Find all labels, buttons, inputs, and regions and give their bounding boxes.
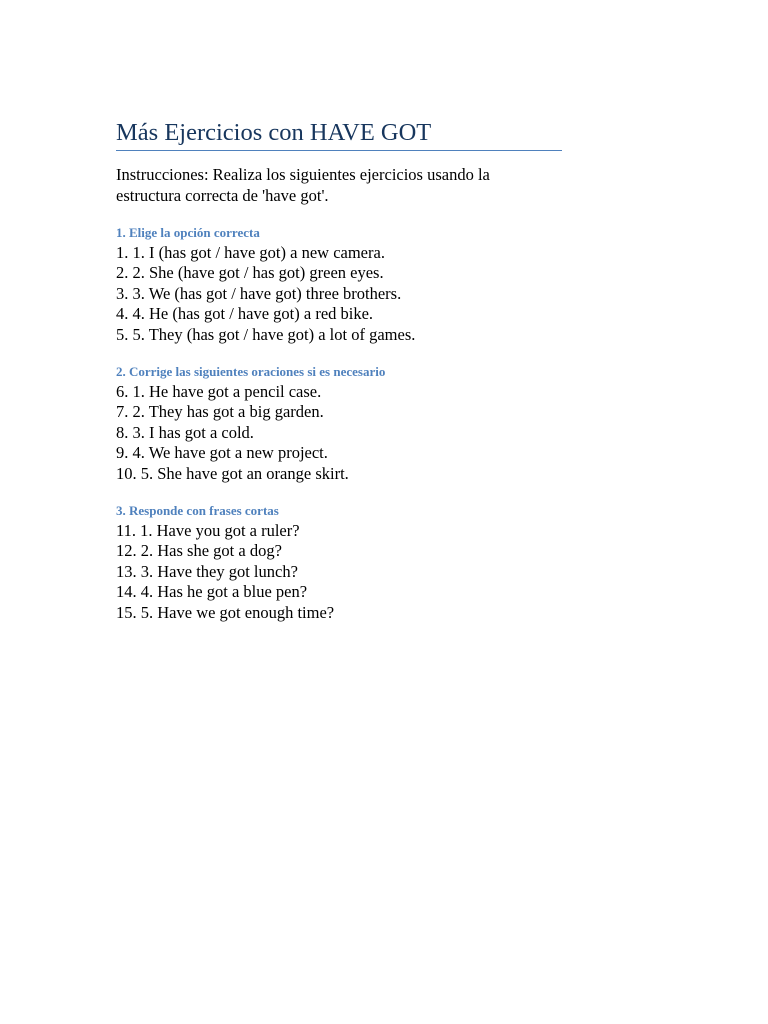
- document-page: [116, 118, 562, 623]
- exercise-item: 11. 1. Have you got a ruler?: [116, 521, 300, 541]
- exercise-item: 12. 2. Has she got a dog?: [116, 541, 282, 561]
- exercise-item: 14. 4. Has he got a blue pen?: [116, 582, 308, 602]
- section-heading: 1. Elige la opción correcta: [116, 225, 260, 240]
- exercise-item: 13. 3. Have they got lunch?: [116, 561, 298, 581]
- exercise-section-1: [116, 225, 562, 345]
- exercise-item: 3. 3. We (has got / have got) three brothers.: [116, 283, 402, 303]
- exercise-list: [116, 521, 562, 623]
- exercise-item: 8. 3. I has got a cold.: [116, 422, 254, 442]
- exercise-item: 6. 1. He have got a pencil case.: [116, 382, 322, 402]
- section-heading: 2. Corrige las siguientes oraciones si es necesario: [116, 364, 386, 380]
- exercise-section-3: [116, 503, 562, 623]
- exercise-item: 5. 5. They (has got / have got) a lot of games.: [116, 324, 416, 344]
- exercise-list: [116, 382, 562, 484]
- exercise-item: 15. 5. Have we got enough time?: [116, 602, 335, 622]
- exercise-item: 10. 5. She have got an orange skirt.: [116, 463, 349, 483]
- exercise-item: 9. 4. We have got a new project.: [116, 443, 328, 463]
- instructions-text: Instrucciones: Realiza los siguientes ejercicios usando la estructura correcta de 'have got'.: [116, 165, 490, 205]
- exercise-section-2: [116, 364, 562, 484]
- document-title: Más Ejercicios con HAVE GOT: [116, 118, 562, 151]
- exercise-item: 2. 2. She (have got / has got) green eyes.: [116, 263, 384, 283]
- exercise-item: 7. 2. They has got a big garden.: [116, 402, 324, 422]
- exercise-item: 4. 4. He (has got / have got) a red bike.: [116, 304, 374, 324]
- exercise-item: 1. 1. I (has got / have got) a new camera.: [116, 243, 385, 262]
- section-heading: 3. Responde con frases cortas: [116, 503, 279, 519]
- exercise-list: [116, 243, 562, 345]
